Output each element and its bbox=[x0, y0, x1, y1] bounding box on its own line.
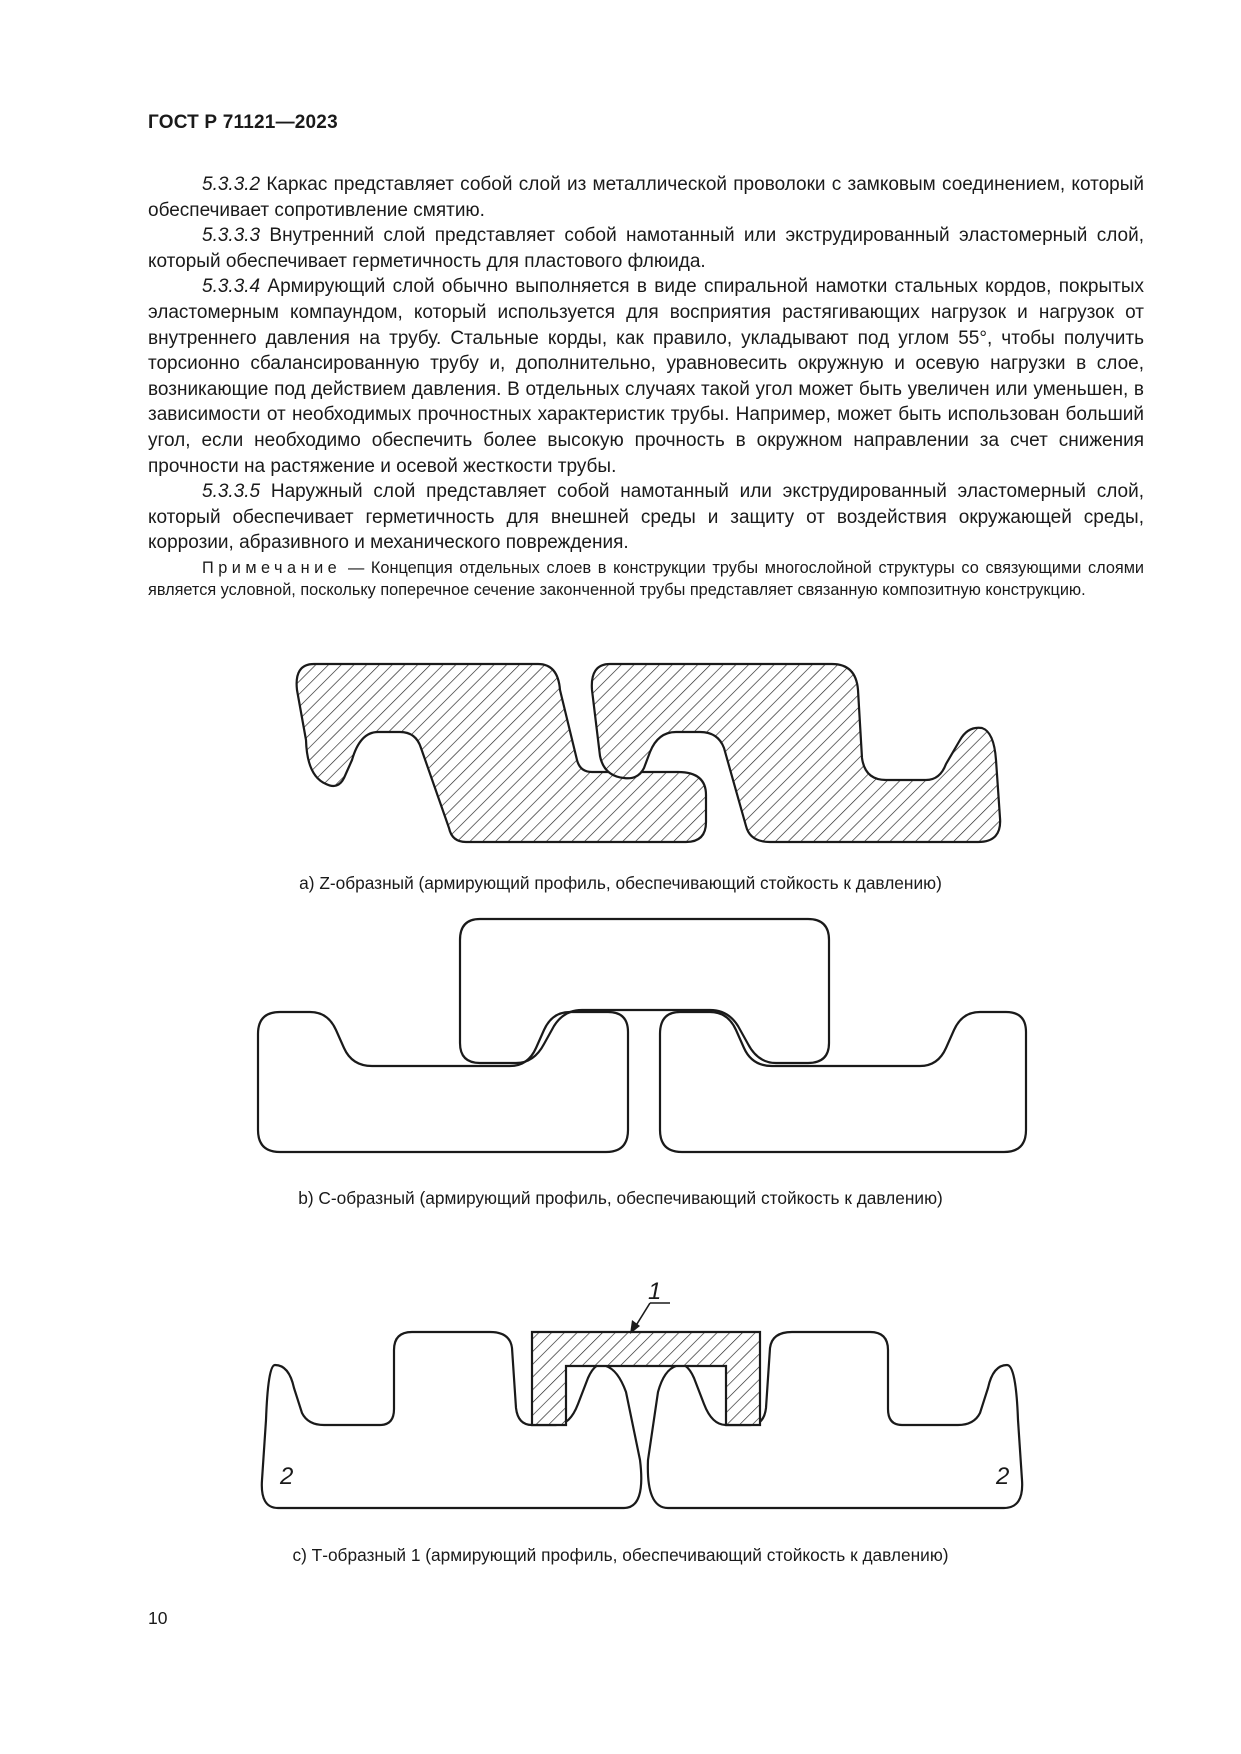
callout-label-1: 1 bbox=[648, 1278, 662, 1305]
c-profile-top bbox=[460, 919, 829, 1063]
clause-number: 5.3.3.5 bbox=[202, 481, 261, 503]
paragraph-5-3-3-4 bbox=[148, 274, 1144, 479]
clause-number: 5.3.3.3 bbox=[202, 225, 261, 247]
clause-number: 5.3.3.4 bbox=[202, 276, 261, 298]
figure-b-caption: b) С-образный (армирующий профиль, обеспечивающий стойкость к давлению) bbox=[298, 1188, 943, 1208]
paragraph-5-3-3-2 bbox=[148, 172, 1144, 223]
paragraph-5-3-3-3 bbox=[148, 223, 1144, 274]
paragraph-5-3-3-5 bbox=[148, 479, 1144, 556]
figure-c-profile bbox=[0, 915, 1241, 1165]
page-number: 10 bbox=[148, 1608, 168, 1628]
document-header: ГОСТ Р 71121—2023 bbox=[148, 112, 338, 133]
figure-c-caption: с) Т-образный 1 (армирующий профиль, обеспечивающий стойкость к давлению) bbox=[292, 1545, 949, 1565]
figure-a-caption: а) Z-образный (армирующий профиль, обеспечивающий стойкость к давлению) bbox=[299, 873, 942, 893]
callout-label-2-right: 2 bbox=[996, 1463, 1010, 1490]
t-profile-insert bbox=[532, 1332, 760, 1425]
note-label: Примечание bbox=[202, 559, 342, 577]
figure-z-profile bbox=[0, 655, 1241, 855]
paragraph-text: Наружный слой представляет собой намотанный или экструдированный эластомерный слой, который обеспечивает герметичность для внешней среды и защиту от воздействия окружающей среды, коррозии, абразивного и механического повреждения. bbox=[148, 481, 1144, 554]
clause-number: 5.3.3.2 bbox=[202, 174, 261, 195]
c-profile-bottom-right bbox=[660, 1012, 1026, 1152]
callout-label-2-left: 2 bbox=[280, 1463, 294, 1490]
paragraph-text: Внутренний слой представляет собой намотанный или экструдированный эластомерный слой, который обеспечивает герметичность для пластового флюида. bbox=[148, 225, 1144, 272]
paragraph-text: Армирующий слой обычно выполняется в виде спиральной намотки стальных кордов, покрытых эластомерным компаундом, который используется для восприятия растягивающих нагрузок и нагрузок от внутреннего давления на трубу. Стальные корды, как правило, укладывают под углом 55°, чтобы получить торсионно сбалансированную трубу и, дополнительно, уравновесить окружную и осевую нагрузки в слое, возникающие под действием давления. В отдельных случаях такой угол может быть увеличен или уменьшен, в зависимости от необходимых прочностных характеристик трубы. Например, может быть использован больший угол, если необходимо обеспечить более высокую прочность в окружном направлении за счет снижения прочности на растяжение и осевой жесткости трубы. bbox=[148, 276, 1144, 477]
paragraph-text: Каркас представляет собой слой из металлической проволоки с замковым соединением, который обеспечивает сопротивление смятию. bbox=[148, 174, 1144, 221]
note-block bbox=[148, 558, 1144, 601]
figure-t-profile bbox=[0, 1275, 1241, 1515]
note-text: — Концепция отдельных слоев в конструкции трубы многослойной структуры со связующими слоями является условной, поскольку поперечное сечение законченной трубы представляет связанную композитную конструкцию. bbox=[148, 559, 1144, 599]
body-text bbox=[148, 172, 1144, 556]
c-profile-bottom-left bbox=[258, 1012, 628, 1152]
